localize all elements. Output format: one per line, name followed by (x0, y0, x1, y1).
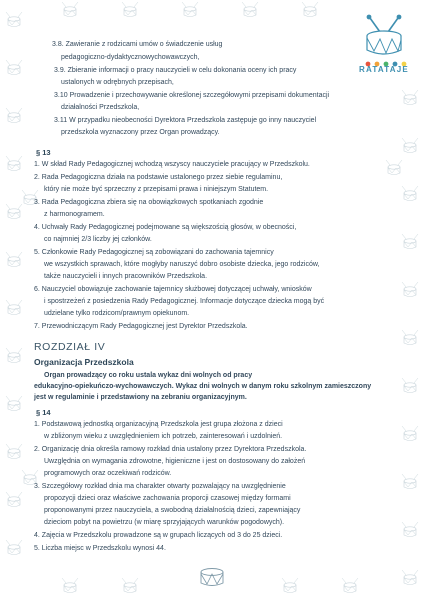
list-item: 4. Uchwały Rady Pedagogicznej podejmowane są większością głosów, w obecności, (34, 224, 297, 231)
list-item: 6. Nauczyciel obowiązuje zachowanie tajemnicy służbowej dotyczącej uchwały, wniosków (34, 286, 312, 293)
chapter-title: Organizacja Przedszkola (34, 357, 134, 367)
list-item: 5. Liczba miejsc w Przedszkolu wynosi 44. (34, 545, 166, 552)
list-item: 4. Zajęcia w Przedszkolu prowadzone są w grupach liczących od 3 do 25 dzieci. (34, 532, 283, 539)
list-item: 1. W skład Rady Pedagogicznej wchodzą wszyscy nauczyciele pracujący w Przedszkolu. (34, 161, 310, 168)
list-item: 2. Organizację dnia określa ramowy rozkład dnia ustalony przez Dyrektora Przedszkola. (34, 446, 307, 453)
chapter-label: ROZDZIAŁ IV (34, 341, 106, 353)
footer-drum-icon (201, 569, 223, 586)
list-item: 2. Rada Pedagogiczna działa na podstawie ustalonego przez siebie regulaminu, (34, 174, 283, 181)
section-13-heading: § 13 (36, 148, 51, 157)
section-14-heading: § 14 (36, 408, 51, 417)
document-page: RATATAJE 3.8. Zawieranie z rodzicami umów o świadczenie usług pedagogiczno-dydaktycznowychowawczych, 3.9. Zbieranie informacji o pracy nauczycieli w celu dokonania oceny ich pracy ustalonych w odrębnych przepisach, 3.10 Prowadzenie i przechowywanie określonej szczegółowymi przepisami dokumentacji działalności Przedszkola, 3.11 W przypadku nieobecności Dyrektora Przedszkola zastępuje go inny nauczyciel przedszkola wyznaczony przez Organ prowadzący. § 13 1. W skład Rady Pedagogicznej wchodzą wszyscy nauczyciele pracujący w Przedszkolu. 2. Rada Pedagogiczna działa na podstawie ustalonego przez siebie regulaminu, który nie może być sprzeczny z przepisami prawa i niniejszym Statutem. 3. Rada Pedagogiczna zbiera się na obowiązkowych spotkaniach zgodnie z harmonogramem. 4. Uchwały Rady Pedagogicznej podejmowane są większością głosów, w obecności, co najmniej 2/3 liczby jej członków. 5. Członkowie Rady Pedagogicznej są zobowiązani do zachowania tajemnicy we wszystkich sprawach, które mogłyby naruszyć dobro osobiste dziecka, jego rodziców, także nauczycieli i innych pracowników Przedszkola. 6. Nauczyciel obowiązuje zachowanie tajemnicy służbowej dotyczącej uchwały, wniosków i spostrzeżeń z posiedzenia Rady Pedagogicznej. Informacje dotyczące dziecka mogą być udzielane tylko rodzicom/prawnym opiekunom. 7. Przewodniczącym Rady Pedagogicznej jest Dyrektor Przedszkola. ROZDZIAŁ IV Organizacja Przedszkola Organ prowadzący co roku ustala wykaz dni wolnych od pracy edukacyjno-opiekuńczo-wychowawczych. Wykaz dni wolnych w danym roku szkolnym zamieszczony jest w regulaminie i przedstawiony na zebraniu organizacyjnym. § 14 1. Podstawową jednostką organizacyjną Przedszkola jest grupa złożona z dzieci w zbliżonym wieku z uwzględnieniem ich potrzeb, zainteresowań i uzdolnień. 2. Organizację dnia określa ramowy rozkład dnia ustalony przez Dyrektora Przedszkola. Uwzględnia on wymagania zdrowotne, higieniczne i jest on dostosowany do założeń programowych oraz oczekiwań rodziców. 3. Szczegółowy rozkład dnia ma charakter otwarty pozwalający na uwzględnienie propozycji dzieci oraz właściwe zachowania proporcji czasowej między formami proponowanymi przez nauczyciela, a swobodną działalnością dzieci, zapewniający dzieciom pobyt na powietrzu (w miarę sprzyjających warunków pogodowych). 4. Zajęcia w Przedszkolu prowadzone są w grupach liczących od 3 do 25 dzieci. 5. Liczba miejsc w Przedszkolu wynosi 44. (0, 0, 424, 600)
list-item: 3. Szczegółowy rozkład dnia ma charakter otwarty pozwalający na uwzględnienie (34, 483, 286, 490)
list-item: 3. Rada Pedagogiczna zbiera się na obowiązkowych spotkaniach zgodnie (34, 199, 264, 206)
list-item: 5. Członkowie Rady Pedagogicznej są zobowiązani do zachowania tajemnicy (34, 249, 274, 256)
item-text: Zawieranie z rodzicami umów o świadczenie usług (65, 41, 223, 48)
list-item: 1. Podstawową jednostką organizacyjną Przedszkola jest grupa złożona z dzieci (34, 421, 283, 428)
list-item: 7. Przewodniczącym Rady Pedagogicznej jest Dyrektor Przedszkola. (34, 323, 248, 330)
logo-wordmark: RATATAJE (359, 65, 409, 74)
chapter-intro: Organ prowadzący co roku ustala wykaz dni wolnych od pracy (44, 372, 253, 379)
